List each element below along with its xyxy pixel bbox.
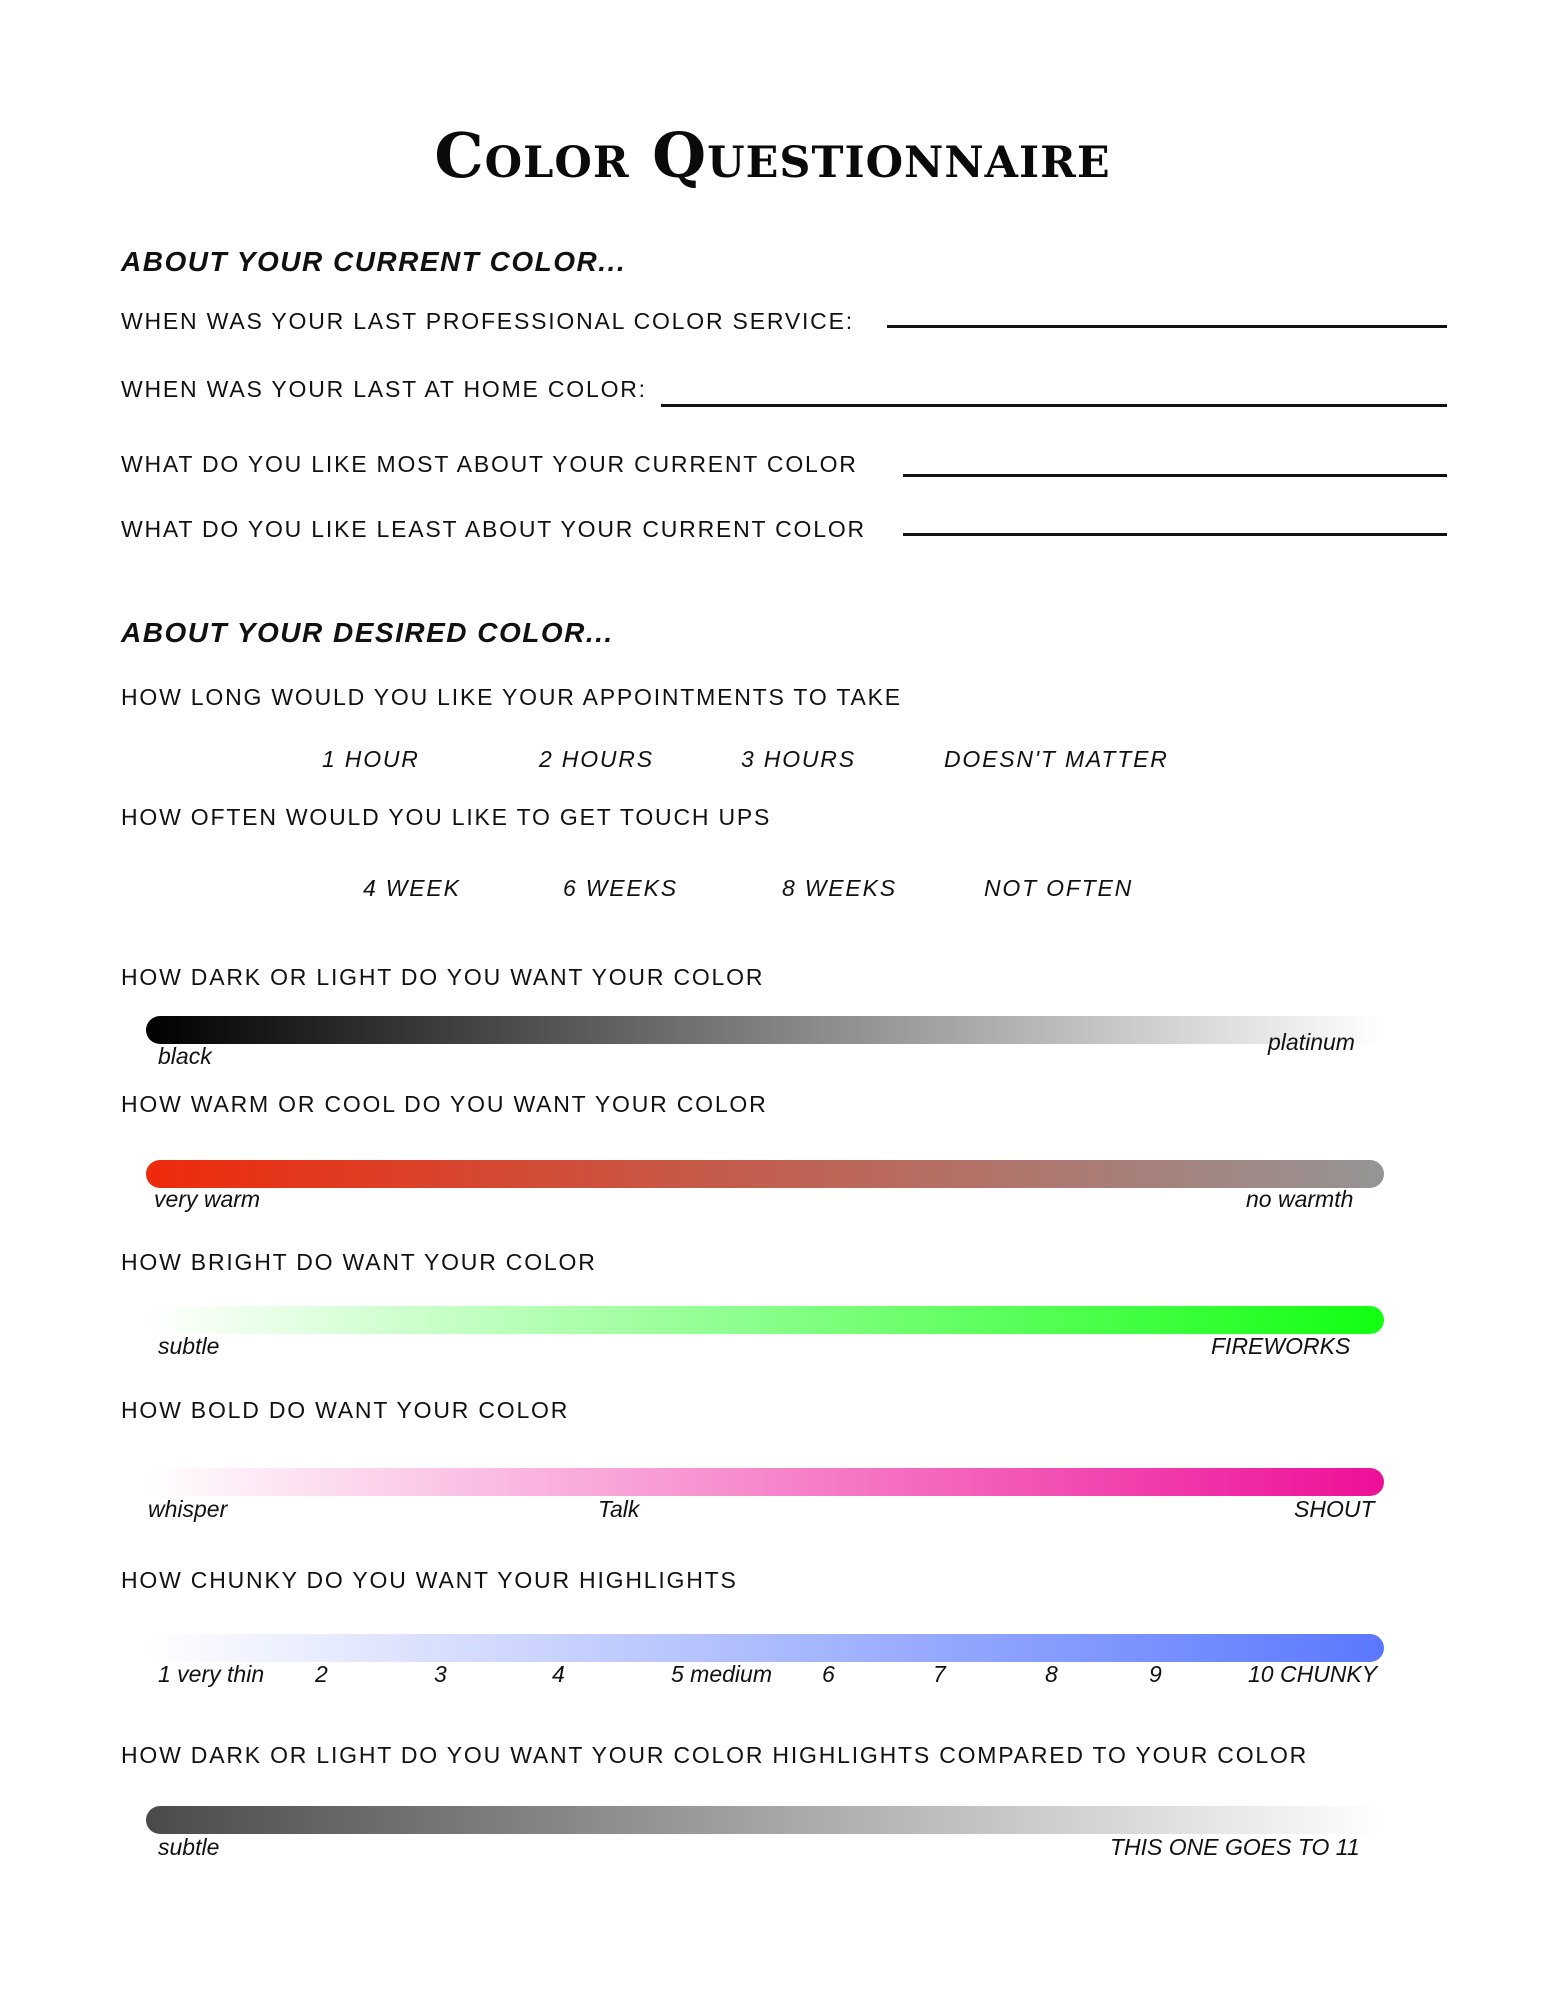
question-appointment-length: HOW LONG WOULD YOU LIKE YOUR APPOINTMENTS TO TAKE (121, 684, 902, 710)
scale-label-9: 9 (1149, 1661, 1162, 1687)
gradient-scale-highlight-contrast[interactable] (146, 1806, 1384, 1834)
gradient-scale-boldness[interactable] (146, 1468, 1384, 1496)
question-last-professional-service: WHEN WAS YOUR LAST PROFESSIONAL COLOR SERVICE: (121, 308, 854, 334)
scale-label-4: 4 (552, 1661, 565, 1687)
gradient-scale-chunkiness[interactable] (146, 1634, 1384, 1662)
section-heading-desired: ABOUT YOUR DESIRED COLOR... (121, 617, 614, 648)
scale-label-talk: Talk (598, 1496, 640, 1522)
option-4-week[interactable]: 4 WEEK (363, 875, 461, 901)
question-highlight-dark-or-light: HOW DARK OR LIGHT DO YOU WANT YOUR COLOR HIGHLIGHTS COMPARED TO YOUR COLOR (121, 1742, 1309, 1768)
question-like-most: WHAT DO YOU LIKE MOST ABOUT YOUR CURRENT COLOR (121, 451, 858, 477)
scale-label-8: 8 (1045, 1661, 1058, 1687)
option-doesnt-matter[interactable]: DOESN'T MATTER (944, 746, 1169, 772)
option-6-weeks[interactable]: 6 WEEKS (563, 875, 678, 901)
page-title: Color Questionnaire (434, 119, 1111, 192)
scale-label-10-chunky: 10 CHUNKY (1248, 1661, 1378, 1687)
question-dark-or-light: HOW DARK OR LIGHT DO YOU WANT YOUR COLOR (121, 964, 765, 990)
scale-label-2: 2 (315, 1661, 328, 1687)
scale-label-black: black (158, 1043, 212, 1069)
answer-line-like-least[interactable] (903, 533, 1447, 536)
section-heading-current: ABOUT YOUR CURRENT COLOR... (121, 246, 627, 277)
question-boldness: HOW BOLD DO WANT YOUR COLOR (121, 1397, 570, 1423)
option-not-often[interactable]: NOT OFTEN (984, 875, 1134, 901)
question-like-least: WHAT DO YOU LIKE LEAST ABOUT YOUR CURRENT COLOR (121, 516, 866, 542)
scale-label-whisper: whisper (148, 1496, 228, 1522)
question-touch-up-frequency: HOW OFTEN WOULD YOU LIKE TO GET TOUCH UPS (121, 804, 772, 830)
scale-label-no-warmth: no warmth (1246, 1186, 1354, 1212)
scale-label-very-warm: very warm (154, 1186, 261, 1212)
scale-label-shout: SHOUT (1294, 1496, 1375, 1522)
gradient-scale-brightness[interactable] (146, 1306, 1384, 1334)
scale-label-subtle: subtle (158, 1333, 220, 1359)
scale-label-3: 3 (434, 1661, 447, 1687)
question-last-at-home-color: WHEN WAS YOUR LAST AT HOME COLOR: (121, 376, 647, 402)
option-8-weeks[interactable]: 8 WEEKS (782, 875, 897, 901)
answer-line-last-at-home-color[interactable] (661, 404, 1447, 407)
answer-line-last-professional-service[interactable] (887, 325, 1447, 328)
scale-label-highlight-subtle: subtle (158, 1834, 220, 1860)
answer-line-like-most[interactable] (903, 474, 1447, 477)
question-warm-or-cool: HOW WARM OR COOL DO YOU WANT YOUR COLOR (121, 1091, 768, 1117)
scale-label-goes-to-11: THIS ONE GOES TO 11 (1110, 1834, 1360, 1860)
question-brightness: HOW BRIGHT DO WANT YOUR COLOR (121, 1249, 597, 1275)
scale-label-fireworks: FIREWORKS (1211, 1333, 1351, 1359)
gradient-scale-dark-light[interactable] (146, 1016, 1384, 1044)
scale-label-platinum: platinum (1268, 1029, 1355, 1055)
option-2-hours[interactable]: 2 HOURS (539, 746, 654, 772)
question-highlight-chunkiness: HOW CHUNKY DO YOU WANT YOUR HIGHLIGHTS (121, 1567, 738, 1593)
scale-label-6: 6 (822, 1661, 835, 1687)
scale-label-5-medium: 5 medium (671, 1661, 772, 1687)
option-1-hour[interactable]: 1 HOUR (322, 746, 420, 772)
scale-label-1-very-thin: 1 very thin (158, 1661, 265, 1687)
gradient-scale-warm-cool[interactable] (146, 1160, 1384, 1188)
scale-label-7: 7 (933, 1661, 946, 1687)
option-3-hours[interactable]: 3 HOURS (741, 746, 856, 772)
